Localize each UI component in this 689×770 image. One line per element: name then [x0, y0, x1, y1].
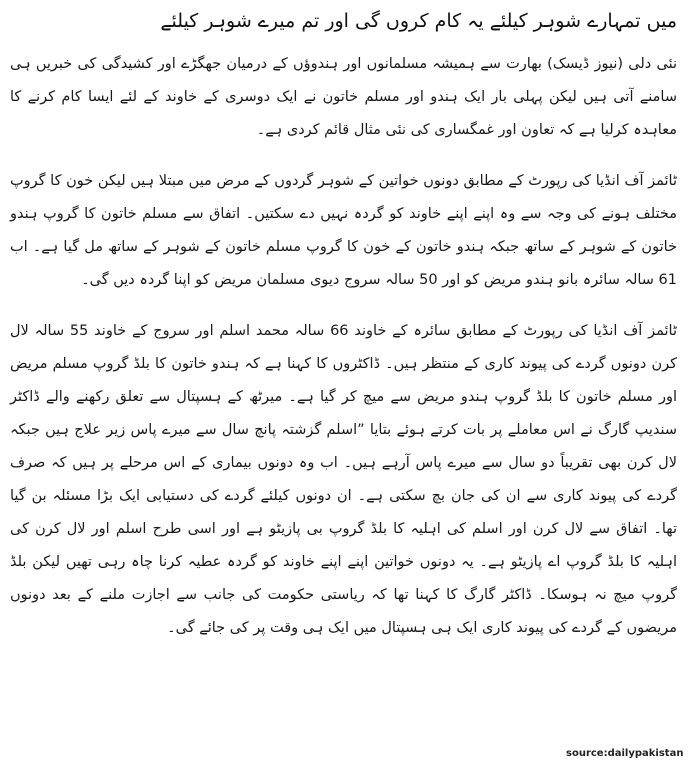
source-credit: source:dailypakistan — [566, 748, 684, 759]
article-paragraph-intro: نئی دلی (نیوز ڈیسک) بھارت سے ہمیشہ مسلمانوں اور ہندوؤں کے درمیان جھگڑے اور کشیدگی کی خبریں ہی سامنے آتی ہیں لیکن پہلی بار ایک ہندو اور مسلم خاتون نے ایک دوسری کے خاوند کے لئے ایسا کام کرنے کا معاہدہ کرلیا ہے کہ تعاون اور غمگساری کی نئی مثال قائم کردی ہے۔ — [10, 56, 677, 138]
article-headline: میں تمہارے شوہر کیلئے یہ کام کروں گی اور تم میرے شوہر کیلئے — [160, 10, 677, 32]
article-paragraph-details: ٹائمز آف انڈیا کی رپورٹ کے مطابق سائرہ کے خاوند 66 سالہ محمد اسلم اور سروج کے خاوند 55 سالہ لال کرن دونوں گردے کی پیوند کاری کے منتظر ہیں۔ ڈاکٹروں کا کہنا ہے کہ ہندو خاتون کا بلڈ گروپ مسلم مریض اور مسلم خاتون کا بلڈ گروپ ہندو مریض سے میچ کر گیا ہے۔ میرٹھ کے ہسپتال سے تعلق رکھنے والے ڈاکٹر سندیپ گارگ نے اس معاملے پر بات کرتے ہوئے بتایا ”اسلم گزشتہ پانچ سال سے میرے پاس زیر علاج ہیں جبکہ لال کرن بھی تقریباً دو سال سے میرے پاس آرہے ہیں۔ اب وہ دونوں بیماری کے اس مرحلے پر ہیں کہ صرف گردے کی پیوند کاری سے ان کی جان بچ سکتی ہے۔ ان دونوں کیلئے گردے کی دستیابی ایک بڑا مسئلہ بن گیا تھا۔ اتفاق سے لال کرن اور اسلم کی اہلیہ کا بلڈ گروپ بی پازیٹو ہے اور اسی طرح اسلم اور لال کرن کی اہلیہ کا بلڈ گروپ اے پازیٹو ہے۔ یہ دونوں خواتین اپنے اپنے خاوند کو گردہ عطیہ کرنا چاہ رہی تھیں لیکن بلڈ گروپ میچ نہ ہوسکا۔ ڈاکٹر گارگ کا کہنا تھا کہ ریاستی حکومت کی جانب سے اجازت ملنے کے بعد دونوں مریضوں کے گردے کی پیوند کاری ایک ہی ہسپتال میں ایک ہی وقت پر کی جائے گی۔ — [10, 323, 678, 636]
article-paragraph-report: ٹائمز آف انڈیا کی رپورٹ کے مطابق دونوں خواتین کے شوہر گردوں کے مرض میں مبتلا ہیں لیکن خون کا گروپ مختلف ہونے کی وجہ سے وہ اپنے اپنے خاوند کو گردہ نہیں دے سکتیں۔ اتفاق سے مسلم خاتون کا گروپ ہندو خاتون کے شوہر کے ساتھ جبکہ ہندو خاتون کے خون کا گروپ مسلم خاتون کے شوہر کے ساتھ مل گیا ہے۔ اب 61 سالہ سائرہ بانو ہندو مریض کو اور 50 سالہ سروج دیوی مسلمان مریض کو اپنا گردہ دیں گی۔ — [10, 173, 677, 288]
